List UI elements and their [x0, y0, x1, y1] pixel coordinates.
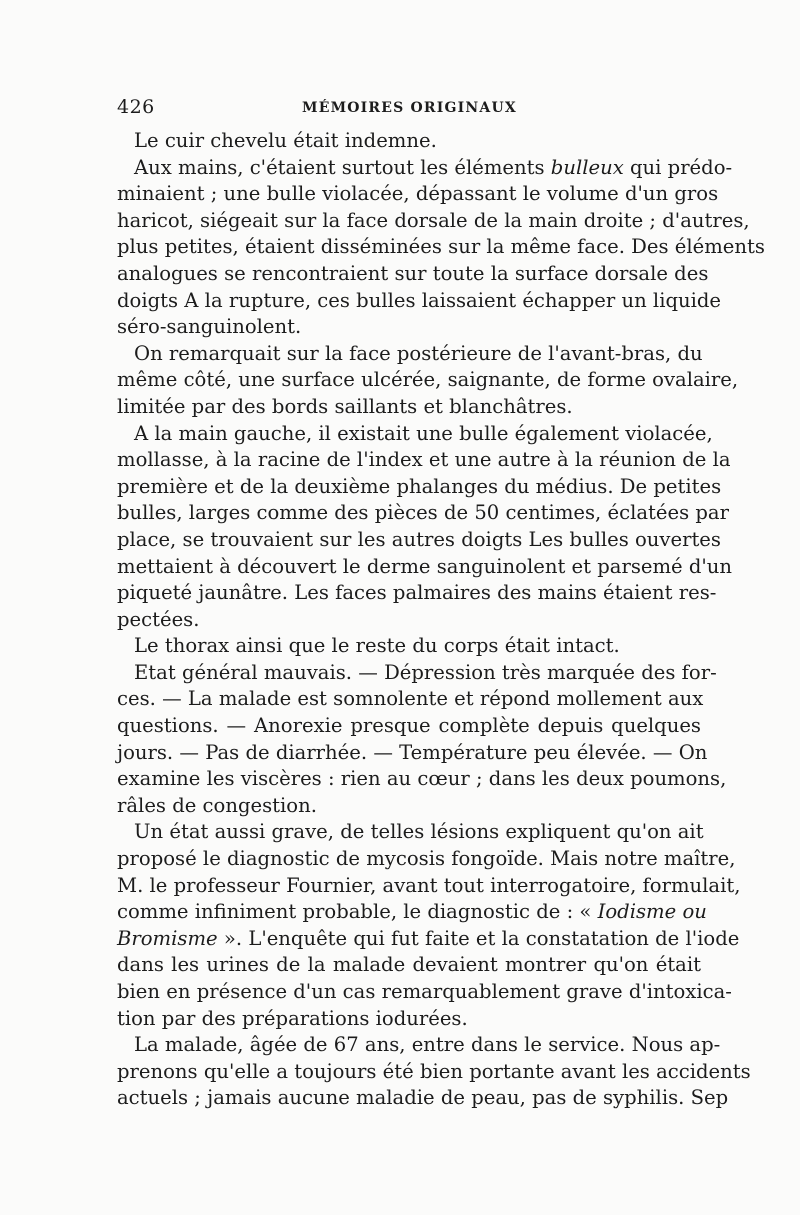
- text-line: actuels ; jamais aucune maladie de peau, pas de syphilis. Sep: [117, 1086, 729, 1110]
- text-line: râles de congestion.: [117, 793, 317, 817]
- text-line: limitée par des bords saillants et blanchâtres.: [117, 394, 573, 418]
- text-line: plus petites, étaient disséminées sur la même face. Des éléments: [117, 235, 765, 259]
- text-line: bien en présence d'un cas remarquablement grave d'intoxica-: [117, 980, 732, 1003]
- text-line: examine les viscères : rien au cœur ; dans les deux poumons,: [117, 767, 727, 791]
- text-line: mettaient à découvert le derme sanguinolent et parsemé d'un: [117, 554, 733, 578]
- text-line: La malade, âgée de 67 ans, entre dans le service. Nous ap-: [134, 1033, 721, 1057]
- text-line: dans les urines de la malade devaient montrer qu'on était: [117, 953, 701, 977]
- text-line: jours. — Pas de diarrhée. — Température peu élevée. — On: [117, 740, 708, 764]
- text-line: pectées.: [117, 607, 200, 631]
- text-line: questions. — Anorexie presque complète depuis quelques: [117, 714, 701, 738]
- paragraph: [117, 1032, 751, 1112]
- text-line: A la main gauche, il existait une bulle également violacée,: [134, 421, 713, 445]
- paragraph: [117, 660, 727, 820]
- text-line: première et de la deuxième phalanges du médius. De petites: [117, 474, 722, 498]
- text-line: Etat général mauvais. — Dépression très marquée des for-: [134, 660, 717, 684]
- page-number: 426: [117, 96, 155, 118]
- italic-text: Bromisme: [117, 926, 218, 950]
- text-line: Le cuir chevelu était indemne.: [134, 129, 437, 152]
- paragraph: [117, 128, 701, 155]
- paragraph: [117, 633, 701, 660]
- paragraph: [117, 819, 741, 1032]
- text-line: mollasse, à la racine de l'index et une autre à la réunion de la: [117, 448, 731, 472]
- body-text: [117, 128, 765, 1112]
- text-line: même côté, une surface ulcérée, saignante, de forme ovalaire,: [117, 368, 739, 392]
- text-line: bulles, larges comme des pièces de 50 centimes, éclatées par: [117, 501, 729, 525]
- text-line: ces. — La malade est somnolente et répond mollement aux: [117, 687, 704, 711]
- text-line: analogues se rencontraient sur toute la surface dorsale des: [117, 261, 709, 285]
- text-line: Un état aussi grave, de telles lésions expliquent qu'on ait: [134, 820, 704, 844]
- text-line: minaient ; une bulle violacée, dépassant le volume d'un gros: [117, 182, 719, 206]
- text-line: tion par des préparations iodurées.: [117, 1006, 468, 1030]
- paragraph: [117, 341, 739, 421]
- text-line: doigts A la rupture, ces bulles laissaient échapper un liquide: [117, 288, 722, 312]
- text-line: M. le professeur Fournier, avant tout interrogatoire, formulait,: [117, 873, 741, 897]
- italic-text: Iodisme ou: [597, 900, 707, 924]
- text-line: Aux mains, c'étaient surtout les éléments bulleux qui prédo-: [134, 155, 733, 179]
- running-title: MÉMOIRES ORIGINAUX: [302, 100, 517, 116]
- text-line: piqueté jaunâtre. Les faces palmaires des mains étaient res-: [117, 581, 717, 605]
- running-head: [117, 96, 697, 120]
- text-line: comme infiniment probable, le diagnostic de : « Iodisme ou: [117, 900, 707, 924]
- text-line: On remarquait sur la face postérieure de l'avant-bras, du: [134, 341, 703, 365]
- paragraph: [117, 421, 733, 634]
- text-line: proposé le diagnostic de mycosis fongoïde. Mais notre maître,: [117, 847, 736, 871]
- text-line: Bromisme ». L'enquête qui fut faite et la constatation de l'iode: [117, 926, 740, 950]
- text-line: Le thorax ainsi que le reste du corps était intact.: [134, 634, 620, 658]
- italic-text: bulleux: [550, 155, 624, 179]
- text-line: place, se trouvaient sur les autres doigts Les bulles ouvertes: [117, 527, 721, 551]
- text-line: prenons qu'elle a toujours été bien portante avant les accidents: [117, 1059, 751, 1083]
- paragraph: [117, 155, 765, 341]
- text-line: haricot, siégeait sur la face dorsale de la main droite ; d'autres,: [117, 208, 750, 232]
- text-line: séro-sanguinolent.: [117, 315, 302, 339]
